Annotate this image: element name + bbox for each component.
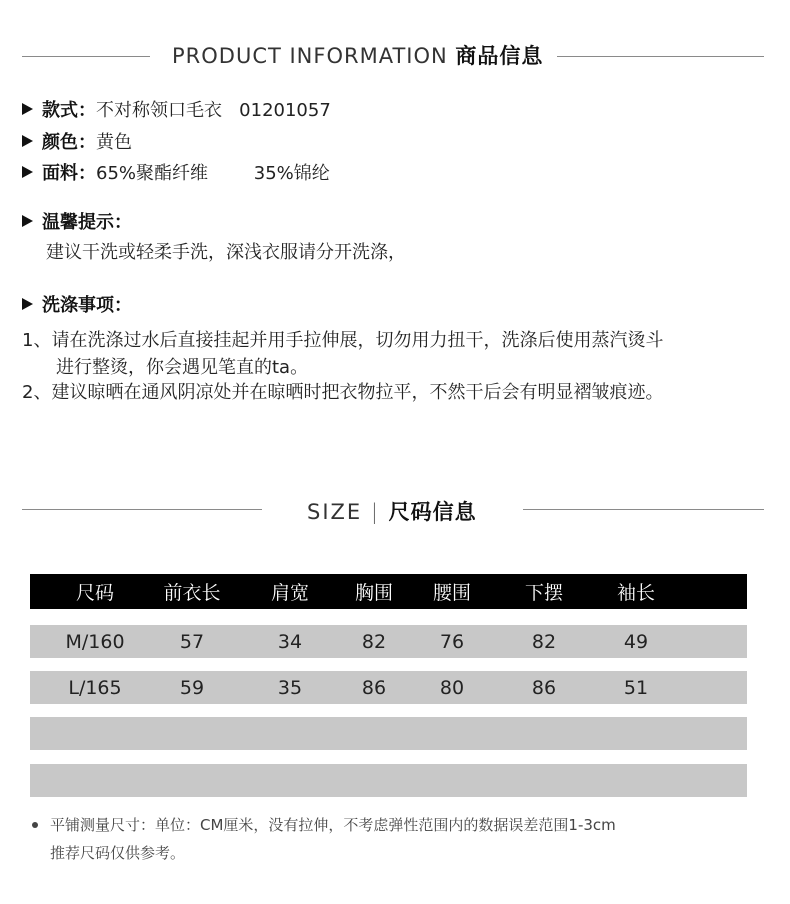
- tips-text: 建议干洗或轻柔手洗，深浅衣服请分开洗涤，: [46, 242, 406, 263]
- attribute-label: 颜色：: [42, 132, 96, 153]
- table-row-empty: [30, 717, 747, 750]
- triangle-bullet-icon: [22, 298, 33, 310]
- washing-line-1: 1、请在洗涤过水后直接挂起并用手拉伸展，切勿用力扭干，洗涤后使用蒸汽烫斗: [22, 330, 664, 351]
- header-cell-hem: 下摆: [524, 582, 563, 604]
- heading-rule-right: [557, 56, 764, 57]
- washing-line-1-cont: 进行整烫，你会遇见笔直的ta。: [56, 357, 309, 378]
- size-title-separator: |: [370, 500, 380, 524]
- table-row: [30, 671, 747, 704]
- product-info-heading: [172, 40, 543, 70]
- table-cell: 35: [277, 676, 303, 699]
- attribute-fabric: [22, 161, 330, 187]
- size-title-en: SIZE: [307, 500, 363, 524]
- table-row-empty: [30, 764, 747, 797]
- attribute-style: [22, 98, 331, 124]
- table-cell: M/160: [65, 630, 125, 653]
- table-cell: 49: [623, 630, 649, 653]
- table-row: [30, 625, 747, 658]
- size-rule-right: [523, 509, 764, 510]
- washing-line-2: 2、建议晾晒在通风阴凉处并在晾晒时把衣物拉平，不然干后会有明显褶皱痕迹。: [22, 382, 664, 403]
- triangle-bullet-icon: [22, 166, 33, 178]
- product-info-title-en: PRODUCT INFORMATION: [172, 44, 448, 68]
- bullet-dot-icon: [32, 822, 38, 828]
- table-cell: 82: [361, 630, 387, 653]
- attribute-label: 面料：: [42, 163, 96, 184]
- table-cell: L/165: [68, 676, 122, 699]
- heading-rule-left: [22, 56, 150, 57]
- header-cell-length: 前衣长: [163, 582, 221, 604]
- washing-label: 洗涤事项：: [42, 295, 132, 316]
- table-cell: 86: [361, 676, 387, 699]
- footnote-line-2: 推荐尺码仅供参考。: [50, 844, 186, 862]
- tips-heading: [22, 210, 132, 236]
- table-cell: 80: [439, 676, 465, 699]
- size-title-cn: 尺码信息: [388, 500, 477, 524]
- header-cell-chest: 胸围: [354, 582, 393, 604]
- size-rule-left: [22, 509, 262, 510]
- attribute-value: 65%聚酯纤维 35%锦纶: [96, 163, 330, 184]
- table-cell: 57: [179, 630, 205, 653]
- size-table-header: [30, 574, 747, 609]
- attribute-value: 不对称领口毛衣 01201057: [96, 100, 331, 121]
- size-heading: [307, 496, 477, 526]
- table-cell: 34: [277, 630, 303, 653]
- header-cell-shoulder: 肩宽: [270, 582, 309, 604]
- product-info-title-cn: 商品信息: [455, 44, 544, 68]
- triangle-bullet-icon: [22, 103, 33, 115]
- table-cell: 86: [531, 676, 557, 699]
- attribute-color: [22, 130, 132, 156]
- table-cell: 59: [179, 676, 205, 699]
- attribute-label: 款式：: [42, 100, 96, 121]
- table-cell: 82: [531, 630, 557, 653]
- washing-heading: [22, 293, 132, 319]
- header-cell-waist: 腰围: [432, 582, 471, 604]
- tips-label: 温馨提示：: [42, 212, 132, 233]
- table-cell: 76: [439, 630, 465, 653]
- header-cell-size: 尺码: [75, 582, 114, 604]
- triangle-bullet-icon: [22, 215, 33, 227]
- table-cell: 51: [623, 676, 649, 699]
- header-cell-sleeve: 袖长: [616, 582, 655, 604]
- footnote-line-1: 平铺测量尺寸：单位：CM厘米，没有拉伸，不考虑弹性范围内的数据误差范围1-3cm: [50, 816, 616, 834]
- attribute-value: 黄色: [96, 132, 132, 153]
- triangle-bullet-icon: [22, 135, 33, 147]
